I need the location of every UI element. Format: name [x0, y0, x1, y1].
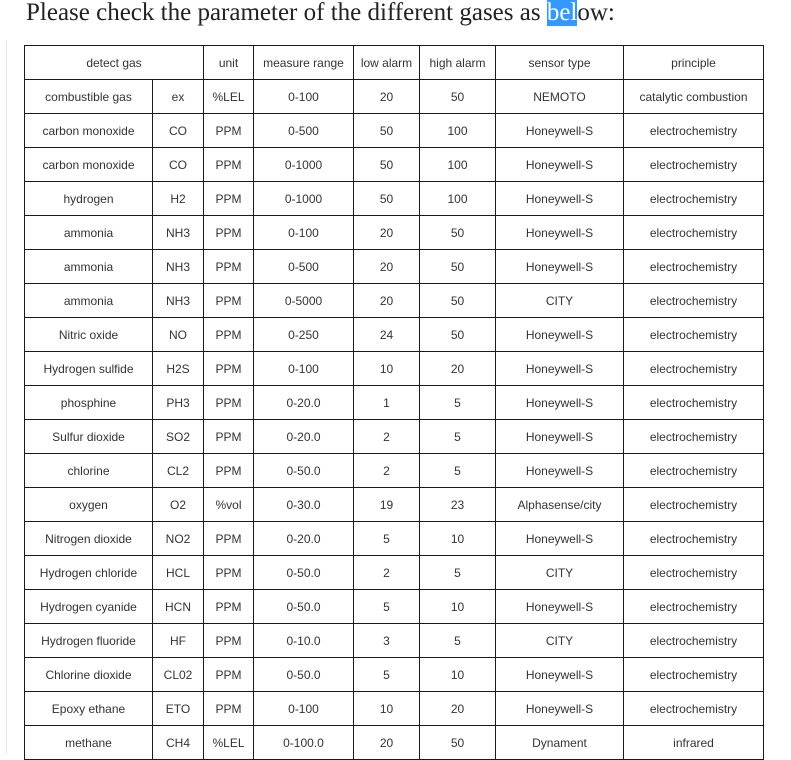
header-measure-range: measure range [254, 46, 354, 80]
formula-cell: NO2 [153, 522, 204, 556]
table-row [25, 556, 764, 590]
sensor-type-cell: Honeywell-S [496, 658, 624, 692]
formula-cell: SO2 [153, 420, 204, 454]
formula-cell: CO [153, 114, 204, 148]
principle-cell: electrochemistry [624, 692, 764, 726]
principle-cell: electrochemistry [624, 386, 764, 420]
low-alarm-cell: 2 [354, 556, 420, 590]
unit-cell: %vol [204, 488, 254, 522]
unit-cell: PPM [204, 590, 254, 624]
table-row [25, 624, 764, 658]
table-row [25, 454, 764, 488]
high-alarm-cell: 50 [420, 284, 496, 318]
header-high-alarm: high alarm [420, 46, 496, 80]
gas-name-cell: methane [25, 726, 153, 760]
sensor-type-cell: Honeywell-S [496, 114, 624, 148]
header-low-alarm: low alarm [354, 46, 420, 80]
sensor-type-cell: Honeywell-S [496, 386, 624, 420]
low-alarm-cell: 20 [354, 216, 420, 250]
principle-cell: electrochemistry [624, 454, 764, 488]
principle-cell: electrochemistry [624, 420, 764, 454]
sensor-type-cell: Honeywell-S [496, 250, 624, 284]
table-row [25, 386, 764, 420]
principle-cell: electrochemistry [624, 114, 764, 148]
measure-range-cell: 0-100 [254, 216, 354, 250]
high-alarm-cell: 5 [420, 420, 496, 454]
principle-cell: electrochemistry [624, 352, 764, 386]
table-row [25, 420, 764, 454]
sensor-type-cell: NEMOTO [496, 80, 624, 114]
table-row [25, 284, 764, 318]
sensor-type-cell: CITY [496, 284, 624, 318]
unit-cell: PPM [204, 420, 254, 454]
formula-cell: PH3 [153, 386, 204, 420]
measure-range-cell: 0-5000 [254, 284, 354, 318]
measure-range-cell: 0-500 [254, 114, 354, 148]
sensor-type-cell: CITY [496, 556, 624, 590]
principle-cell: electrochemistry [624, 284, 764, 318]
low-alarm-cell: 20 [354, 80, 420, 114]
gas-name-cell: Hydrogen chloride [25, 556, 153, 590]
formula-cell: NH3 [153, 250, 204, 284]
page-heading [26, 0, 615, 30]
measure-range-cell: 0-100.0 [254, 726, 354, 760]
measure-range-cell: 0-100 [254, 692, 354, 726]
gas-name-cell: oxygen [25, 488, 153, 522]
principle-cell: electrochemistry [624, 250, 764, 284]
low-alarm-cell: 20 [354, 726, 420, 760]
unit-cell: PPM [204, 250, 254, 284]
unit-cell: PPM [204, 522, 254, 556]
gas-name-cell: chlorine [25, 454, 153, 488]
unit-cell: PPM [204, 216, 254, 250]
principle-cell: electrochemistry [624, 624, 764, 658]
principle-cell: electrochemistry [624, 182, 764, 216]
measure-range-cell: 0-50.0 [254, 556, 354, 590]
principle-cell: electrochemistry [624, 318, 764, 352]
gas-name-cell: Hydrogen fluoride [25, 624, 153, 658]
table-row [25, 726, 764, 760]
table-row [25, 216, 764, 250]
gas-name-cell: hydrogen [25, 182, 153, 216]
table-row [25, 148, 764, 182]
heading-text-before: Please check the parameter of the different gases as [26, 0, 547, 26]
high-alarm-cell: 50 [420, 318, 496, 352]
low-alarm-cell: 3 [354, 624, 420, 658]
high-alarm-cell: 5 [420, 386, 496, 420]
principle-cell: electrochemistry [624, 216, 764, 250]
low-alarm-cell: 20 [354, 250, 420, 284]
measure-range-cell: 0-20.0 [254, 522, 354, 556]
high-alarm-cell: 5 [420, 454, 496, 488]
measure-range-cell: 0-20.0 [254, 386, 354, 420]
low-alarm-cell: 50 [354, 182, 420, 216]
measure-range-cell: 0-50.0 [254, 454, 354, 488]
sensor-type-cell: Honeywell-S [496, 182, 624, 216]
high-alarm-cell: 5 [420, 624, 496, 658]
gas-name-cell: Sulfur dioxide [25, 420, 153, 454]
table-row [25, 114, 764, 148]
measure-range-cell: 0-250 [254, 318, 354, 352]
table-row [25, 250, 764, 284]
sensor-type-cell: Honeywell-S [496, 522, 624, 556]
low-alarm-cell: 5 [354, 522, 420, 556]
low-alarm-cell: 10 [354, 692, 420, 726]
formula-cell: ex [153, 80, 204, 114]
unit-cell: PPM [204, 454, 254, 488]
formula-cell: HF [153, 624, 204, 658]
principle-cell: electrochemistry [624, 488, 764, 522]
table-row [25, 488, 764, 522]
formula-cell: H2S [153, 352, 204, 386]
unit-cell: PPM [204, 556, 254, 590]
gas-name-cell: ammonia [25, 250, 153, 284]
low-alarm-cell: 2 [354, 420, 420, 454]
table-row [25, 658, 764, 692]
gas-name-cell: ammonia [25, 284, 153, 318]
formula-cell: HCL [153, 556, 204, 590]
sensor-type-cell: Honeywell-S [496, 318, 624, 352]
gas-name-cell: Chlorine dioxide [25, 658, 153, 692]
formula-cell: NO [153, 318, 204, 352]
table-row [25, 80, 764, 114]
unit-cell: PPM [204, 318, 254, 352]
low-alarm-cell: 50 [354, 148, 420, 182]
formula-cell: CO [153, 148, 204, 182]
principle-cell: electrochemistry [624, 556, 764, 590]
sensor-type-cell: Honeywell-S [496, 216, 624, 250]
low-alarm-cell: 2 [354, 454, 420, 488]
formula-cell: NH3 [153, 216, 204, 250]
unit-cell: %LEL [204, 80, 254, 114]
gas-parameter-table [24, 45, 764, 760]
sensor-type-cell: Honeywell-S [496, 352, 624, 386]
measure-range-cell: 0-50.0 [254, 658, 354, 692]
measure-range-cell: 0-10.0 [254, 624, 354, 658]
gas-name-cell: combustible gas [25, 80, 153, 114]
principle-cell: infrared [624, 726, 764, 760]
table-row [25, 692, 764, 726]
sensor-type-cell: Honeywell-S [496, 692, 624, 726]
sensor-type-cell: Honeywell-S [496, 148, 624, 182]
formula-cell: O2 [153, 488, 204, 522]
principle-cell: electrochemistry [624, 658, 764, 692]
unit-cell: PPM [204, 182, 254, 216]
low-alarm-cell: 1 [354, 386, 420, 420]
low-alarm-cell: 10 [354, 352, 420, 386]
measure-range-cell: 0-30.0 [254, 488, 354, 522]
sensor-type-cell: Alphasense/city [496, 488, 624, 522]
gas-name-cell: ammonia [25, 216, 153, 250]
measure-range-cell: 0-1000 [254, 182, 354, 216]
low-alarm-cell: 50 [354, 114, 420, 148]
unit-cell: PPM [204, 284, 254, 318]
unit-cell: PPM [204, 352, 254, 386]
high-alarm-cell: 50 [420, 80, 496, 114]
measure-range-cell: 0-1000 [254, 148, 354, 182]
high-alarm-cell: 10 [420, 522, 496, 556]
gas-name-cell: Hydrogen cyanide [25, 590, 153, 624]
formula-cell: ETO [153, 692, 204, 726]
header-detect-gas: detect gas [25, 46, 204, 80]
table-row [25, 522, 764, 556]
unit-cell: %LEL [204, 726, 254, 760]
table-row [25, 318, 764, 352]
gas-name-cell: Nitric oxide [25, 318, 153, 352]
page-left-rule [6, 40, 7, 754]
unit-cell: PPM [204, 148, 254, 182]
sensor-type-cell: Honeywell-S [496, 420, 624, 454]
sensor-type-cell: Honeywell-S [496, 454, 624, 488]
principle-cell: electrochemistry [624, 148, 764, 182]
low-alarm-cell: 19 [354, 488, 420, 522]
high-alarm-cell: 50 [420, 216, 496, 250]
unit-cell: PPM [204, 624, 254, 658]
unit-cell: PPM [204, 692, 254, 726]
unit-cell: PPM [204, 658, 254, 692]
measure-range-cell: 0-20.0 [254, 420, 354, 454]
table-header-row [25, 46, 764, 80]
table-row [25, 352, 764, 386]
gas-name-cell: Nitrogen dioxide [25, 522, 153, 556]
formula-cell: H2 [153, 182, 204, 216]
header-sensor-type: sensor type [496, 46, 624, 80]
high-alarm-cell: 23 [420, 488, 496, 522]
header-principle: principle [624, 46, 764, 80]
table-row [25, 590, 764, 624]
high-alarm-cell: 10 [420, 658, 496, 692]
high-alarm-cell: 20 [420, 692, 496, 726]
high-alarm-cell: 100 [420, 114, 496, 148]
sensor-type-cell: Dynament [496, 726, 624, 760]
low-alarm-cell: 5 [354, 658, 420, 692]
high-alarm-cell: 50 [420, 726, 496, 760]
measure-range-cell: 0-50.0 [254, 590, 354, 624]
gas-name-cell: Hydrogen sulfide [25, 352, 153, 386]
measure-range-cell: 0-100 [254, 352, 354, 386]
gas-name-cell: Epoxy ethane [25, 692, 153, 726]
measure-range-cell: 0-100 [254, 80, 354, 114]
principle-cell: electrochemistry [624, 522, 764, 556]
low-alarm-cell: 5 [354, 590, 420, 624]
heading-text-after: ow: [577, 0, 615, 26]
principle-cell: catalytic combustion [624, 80, 764, 114]
gas-name-cell: carbon monoxide [25, 114, 153, 148]
formula-cell: CL02 [153, 658, 204, 692]
heading-selected-text[interactable]: bel [546, 0, 578, 26]
gas-name-cell: carbon monoxide [25, 148, 153, 182]
unit-cell: PPM [204, 386, 254, 420]
table-row [25, 182, 764, 216]
principle-cell: electrochemistry [624, 590, 764, 624]
header-unit: unit [204, 46, 254, 80]
formula-cell: CH4 [153, 726, 204, 760]
gas-name-cell: phosphine [25, 386, 153, 420]
sensor-type-cell: Honeywell-S [496, 590, 624, 624]
unit-cell: PPM [204, 114, 254, 148]
high-alarm-cell: 20 [420, 352, 496, 386]
measure-range-cell: 0-500 [254, 250, 354, 284]
formula-cell: HCN [153, 590, 204, 624]
low-alarm-cell: 24 [354, 318, 420, 352]
sensor-type-cell: CITY [496, 624, 624, 658]
low-alarm-cell: 20 [354, 284, 420, 318]
high-alarm-cell: 100 [420, 148, 496, 182]
high-alarm-cell: 100 [420, 182, 496, 216]
high-alarm-cell: 50 [420, 250, 496, 284]
high-alarm-cell: 5 [420, 556, 496, 590]
formula-cell: NH3 [153, 284, 204, 318]
formula-cell: CL2 [153, 454, 204, 488]
high-alarm-cell: 10 [420, 590, 496, 624]
